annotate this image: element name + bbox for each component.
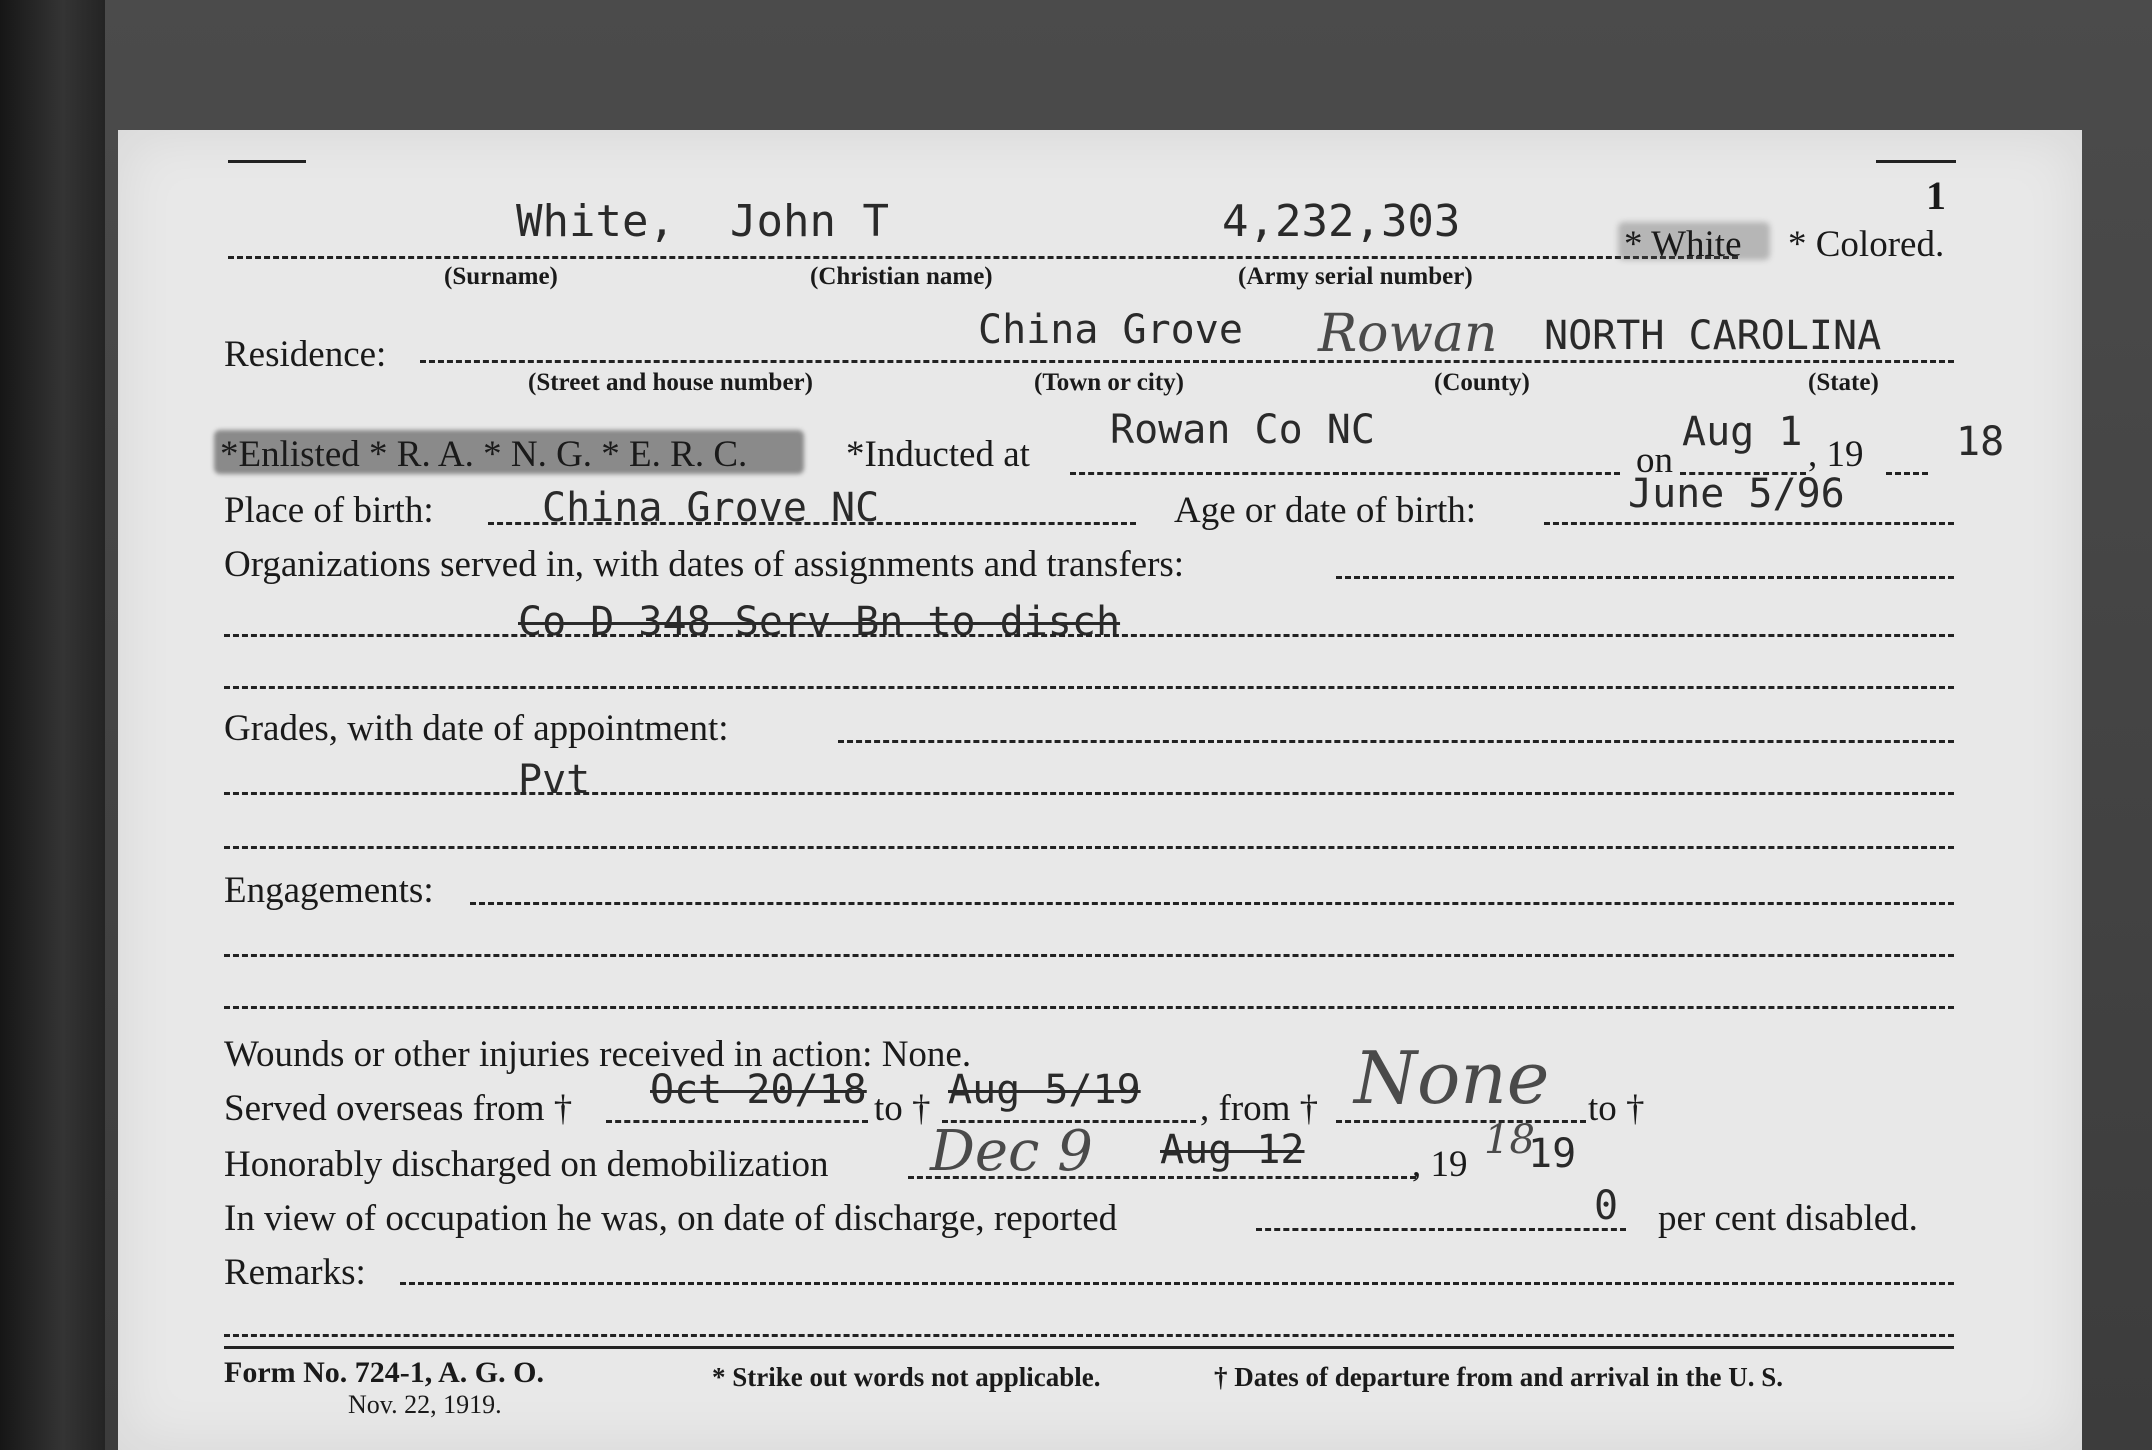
- overseas-from2-line: [1336, 1120, 1586, 1123]
- discharge-hand-date: Dec 9: [930, 1119, 1093, 1184]
- caption-street: (Street and house number): [528, 369, 813, 396]
- strike-note: * Strike out words not applicable.: [712, 1362, 1101, 1392]
- caption-town: (Town or city): [1034, 369, 1184, 396]
- overseas-from-date: Oct 20/18: [650, 1067, 867, 1113]
- overseas-to2-label: to †: [1588, 1088, 1645, 1129]
- corner-mark-right: [1876, 160, 1956, 163]
- footer-rule: [224, 1346, 1954, 1349]
- date-of-birth-line: [1544, 522, 1954, 525]
- residence-line: [420, 360, 1954, 363]
- corner-mark-left: [228, 160, 306, 163]
- caption-christian-name: (Christian name): [810, 263, 993, 290]
- discharge-year-typed: 19: [1528, 1131, 1577, 1177]
- discharge-year-hand: 18: [1484, 1117, 1535, 1163]
- organizations-line-1: [1336, 576, 1954, 579]
- residence-town-value: China Grove: [978, 307, 1243, 353]
- overseas-label: Served overseas from †: [224, 1088, 573, 1129]
- induction-year-line: [1886, 472, 1928, 475]
- grades-line-3: [224, 846, 1954, 849]
- inducted-at-value: Rowan Co NC: [1110, 407, 1375, 453]
- inducted-label: *Inducted at: [846, 434, 1030, 475]
- place-of-birth-line: [488, 522, 1136, 525]
- remarks-label: Remarks:: [224, 1252, 366, 1293]
- discharge-year-prefix: , 19: [1412, 1144, 1468, 1185]
- form-number: Form No. 724-1, A. G. O.: [224, 1356, 544, 1389]
- induction-year-prefix: , 19: [1808, 434, 1864, 475]
- scan-edge: [0, 0, 105, 1450]
- engagements-line-2: [224, 954, 1954, 957]
- engagements-label: Engagements:: [224, 870, 434, 911]
- engagements-line-3: [224, 1006, 1954, 1009]
- grades-label: Grades, with date of appointment:: [224, 708, 729, 749]
- serial-number-value: 4,232,303: [1222, 196, 1461, 247]
- race-colored: * Colored.: [1788, 224, 1945, 265]
- enlisted-label-struck: *Enlisted * R. A. * N. G. * E. R. C.: [220, 434, 748, 475]
- date-of-birth-value: June 5/96: [1628, 471, 1845, 517]
- form-date: Nov. 22, 1919.: [348, 1390, 502, 1419]
- induction-year-value: 18: [1956, 419, 2005, 465]
- engagements-line-1: [470, 902, 1954, 905]
- surname-value: White,: [516, 196, 675, 247]
- organizations-line-2: [224, 634, 1954, 637]
- grades-line-2: [224, 792, 1954, 795]
- caption-surname: (Surname): [444, 263, 558, 290]
- caption-county: (County): [1434, 369, 1530, 396]
- disability-value: 0: [1594, 1183, 1619, 1229]
- dagger-note: † Dates of departure from and arrival in the U. S.: [1214, 1362, 1783, 1392]
- grades-value: Pvt: [518, 757, 591, 803]
- grades-line-1: [838, 740, 1954, 743]
- wounds-label: Wounds or other injuries received in action: None.: [224, 1034, 972, 1075]
- discharge-label: Honorably discharged on demobilization: [224, 1144, 829, 1185]
- caption-serial-number: (Army serial number): [1238, 263, 1473, 290]
- race-white: * White: [1624, 224, 1742, 265]
- organizations-label: Organizations served in, with dates of assignments and transfers:: [224, 544, 1185, 585]
- remarks-line-1: [400, 1282, 1954, 1285]
- overseas-to-date: Aug 5/19: [948, 1067, 1141, 1113]
- discharge-line: [908, 1176, 1416, 1179]
- overseas-from2-label: , from †: [1200, 1088, 1319, 1129]
- overseas-none-value: None: [1354, 1036, 1550, 1120]
- inducted-line: [1070, 472, 1620, 475]
- service-record-card: [118, 130, 2082, 1450]
- residence-state-value: NORTH CAROLINA: [1544, 313, 1882, 359]
- place-of-birth-label: Place of birth:: [224, 490, 434, 531]
- organizations-line-3: [224, 686, 1954, 689]
- residence-label: Residence:: [224, 334, 387, 375]
- disability-line: [1256, 1228, 1626, 1231]
- overseas-to-label: to †: [874, 1088, 931, 1129]
- disability-suffix: per cent disabled.: [1658, 1198, 1918, 1239]
- organizations-value: Co D 348 Serv Bn to disch: [518, 599, 1121, 645]
- age-label: Age or date of birth:: [1174, 490, 1477, 531]
- discharge-typed-date: Aug 12: [1160, 1127, 1305, 1173]
- remarks-line-2: [224, 1334, 1954, 1337]
- name-line: [228, 256, 1738, 259]
- overseas-from-line: [606, 1120, 868, 1123]
- disability-label: In view of occupation he was, on date of discharge, reported: [224, 1198, 1118, 1239]
- caption-state: (State): [1808, 369, 1879, 396]
- induction-date-value: Aug 1: [1682, 409, 1803, 455]
- christian-name-value: John T: [730, 196, 889, 247]
- induction-on-label: on: [1636, 440, 1673, 481]
- place-of-birth-value: China Grove NC: [542, 485, 880, 531]
- residence-county-value: Rowan: [1318, 304, 1498, 364]
- card-number: 1: [1926, 173, 1946, 218]
